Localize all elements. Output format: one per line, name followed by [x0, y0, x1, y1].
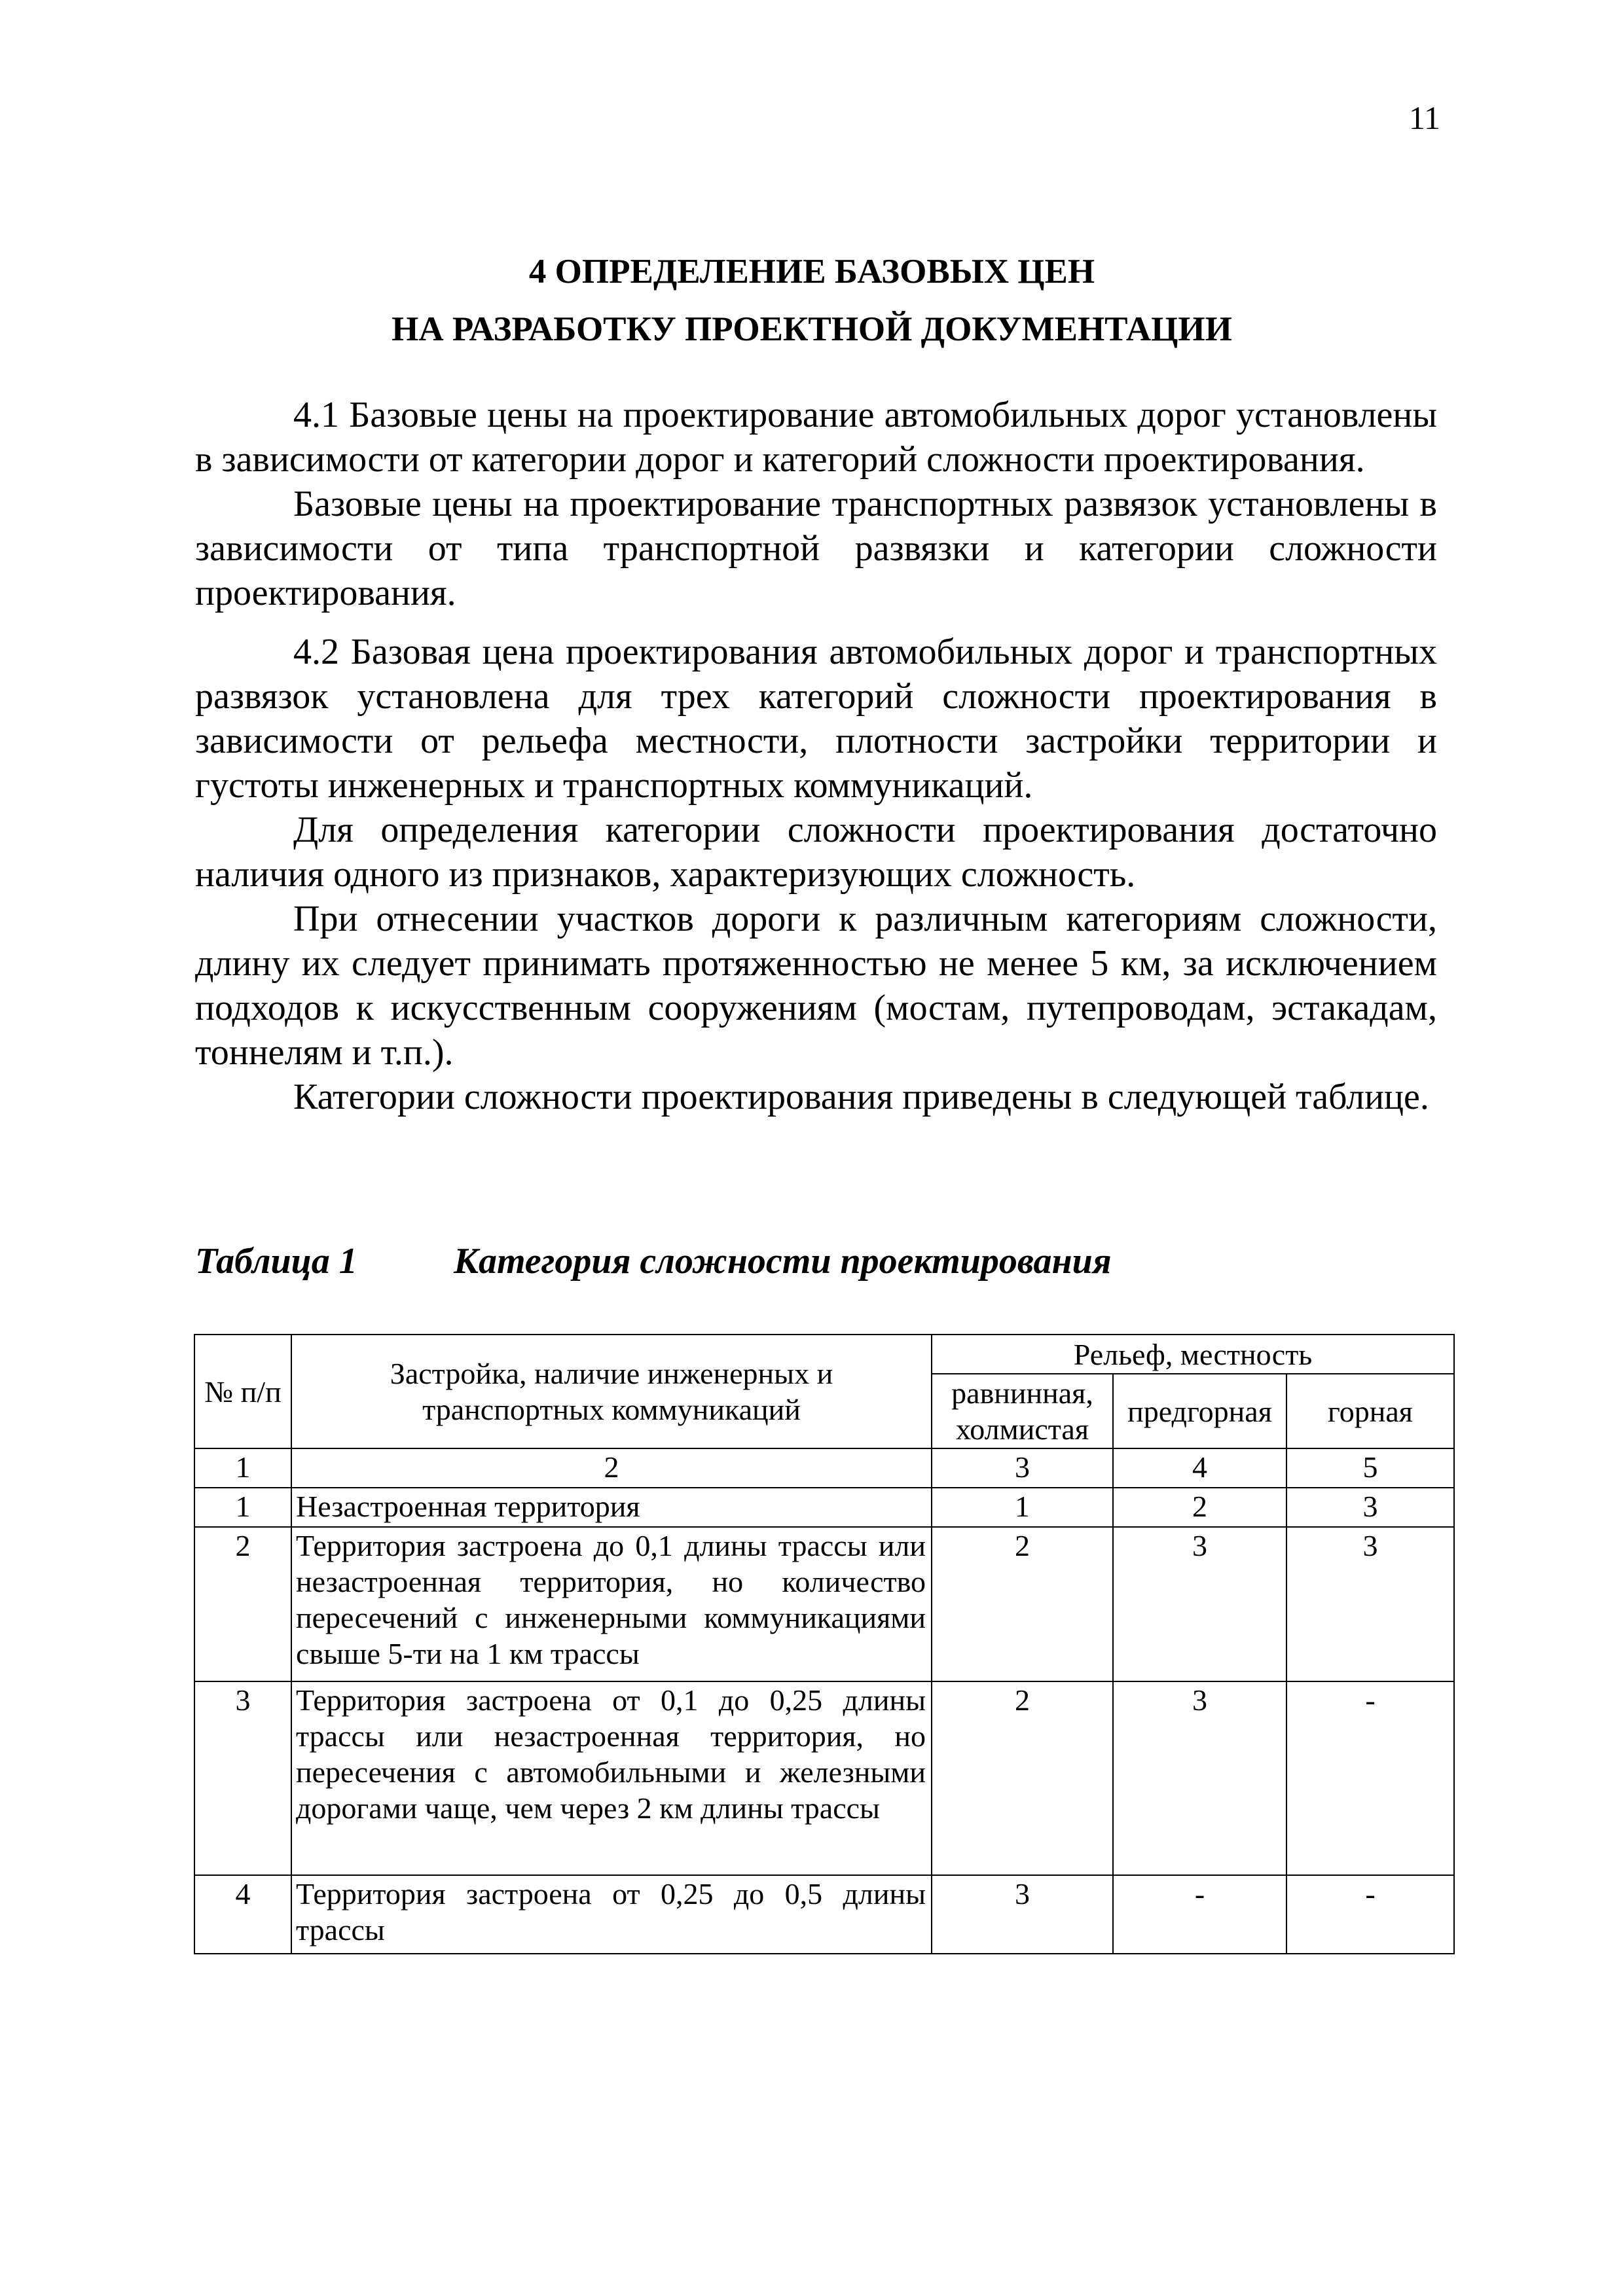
paragraph-4-1: 4.1 Базовые цены на проектирование автомобильных дорог установлены в зависимости от категории дорог и категорий сложности проектирования.	[195, 395, 1437, 480]
row-number: 2	[194, 1527, 291, 1681]
paragraph-4-2-criteria: Для определения категории сложности проектирования достаточно наличия одного из признаков, характеризующих сложность.	[195, 810, 1437, 895]
table-row	[194, 1681, 1454, 1875]
page-number: 11	[1408, 99, 1440, 136]
column-number: 1	[194, 1448, 291, 1488]
cell-foothill: 3	[1113, 1681, 1286, 1875]
cell-mountain: 3	[1286, 1488, 1454, 1527]
section-heading-line-1: 4 ОПРЕДЕЛЕНИЕ БАЗОВЫХ ЦЕН	[528, 253, 1095, 291]
row-number: 1	[194, 1488, 291, 1527]
table-row	[194, 1488, 1454, 1527]
paragraph-4-2: 4.2 Базовая цена проектирования автомобильных дорог и транспортных развязок установлена для трех категорий сложности проектирования в зависимости от рельефа местности, плотности застройки территории и густоты инженерных и транспортных коммуникаций.	[195, 632, 1437, 806]
table-number: Таблица 1	[195, 1241, 357, 1282]
paragraph-4-1-junctions: Базовые цены на проектирование транспортных развязок установлены в зависимости от типа транспортной развязки и категории сложности проектирования.	[195, 484, 1437, 613]
cell-plain: 2	[932, 1527, 1113, 1681]
cell-foothill: 2	[1113, 1488, 1286, 1527]
cell-mountain: -	[1286, 1681, 1454, 1875]
cell-plain: 3	[932, 1875, 1113, 1954]
row-description: Территория застроена от 0,25 до 0,5 длины трассы	[291, 1875, 932, 1954]
cell-plain: 2	[932, 1681, 1113, 1875]
header-plain: равнинная, холмистая	[932, 1374, 1113, 1448]
header-mountain: горная	[1286, 1374, 1454, 1448]
header-building: Застройка, наличие инженерных и транспортных коммуникаций	[291, 1335, 932, 1448]
row-number: 3	[194, 1681, 291, 1875]
row-description: Территория застроена от 0,1 до 0,25 длины трассы или незастроенная территория, но пересечения с автомобильными и железными дорогами чаще, чем через 2 км длины трассы	[291, 1681, 932, 1875]
column-number: 5	[1286, 1448, 1454, 1488]
table-row	[194, 1527, 1454, 1681]
column-number: 2	[291, 1448, 932, 1488]
complexity-table	[194, 1334, 1455, 1954]
cell-plain: 1	[932, 1488, 1113, 1527]
body-text	[195, 393, 1437, 1119]
cell-mountain: -	[1286, 1875, 1454, 1954]
row-number: 4	[194, 1875, 291, 1954]
row-description: Незастроенная территория	[291, 1488, 932, 1527]
table-caption: Категория сложности проектирования	[454, 1241, 1112, 1282]
table-row	[194, 1875, 1454, 1954]
header-foothill: предгорная	[1113, 1374, 1286, 1448]
paragraph-4-2-length: При отнесении участков дороги к различным категориям сложности, длину их следует принимать протяженностью не менее 5 км, за исключением подходов к искусственным сооружениям (мостам, путепроводам, эстакадам, тоннелям и т.п.).	[195, 899, 1437, 1073]
row-description: Территория застроена до 0,1 длины трассы или незастроенная территория, но количество пересечений с инженерными коммуникациями свыше 5-ти на 1 км трассы	[291, 1527, 932, 1681]
header-num: № п/п	[194, 1335, 291, 1448]
column-number: 3	[932, 1448, 1113, 1488]
column-number-row	[194, 1448, 1454, 1488]
cell-mountain: 3	[1286, 1527, 1454, 1681]
cell-foothill: 3	[1113, 1527, 1286, 1681]
header-relief: Рельеф, местность	[932, 1335, 1454, 1374]
section-heading-line-2: НА РАЗРАБОТКУ ПРОЕКТНОЙ ДОКУМЕНТАЦИИ	[392, 310, 1232, 348]
paragraph-4-2-table-ref: Категории сложности проектирования приведены в следующей таблице.	[293, 1077, 1429, 1117]
column-number: 4	[1113, 1448, 1286, 1488]
cell-foothill: -	[1113, 1875, 1286, 1954]
